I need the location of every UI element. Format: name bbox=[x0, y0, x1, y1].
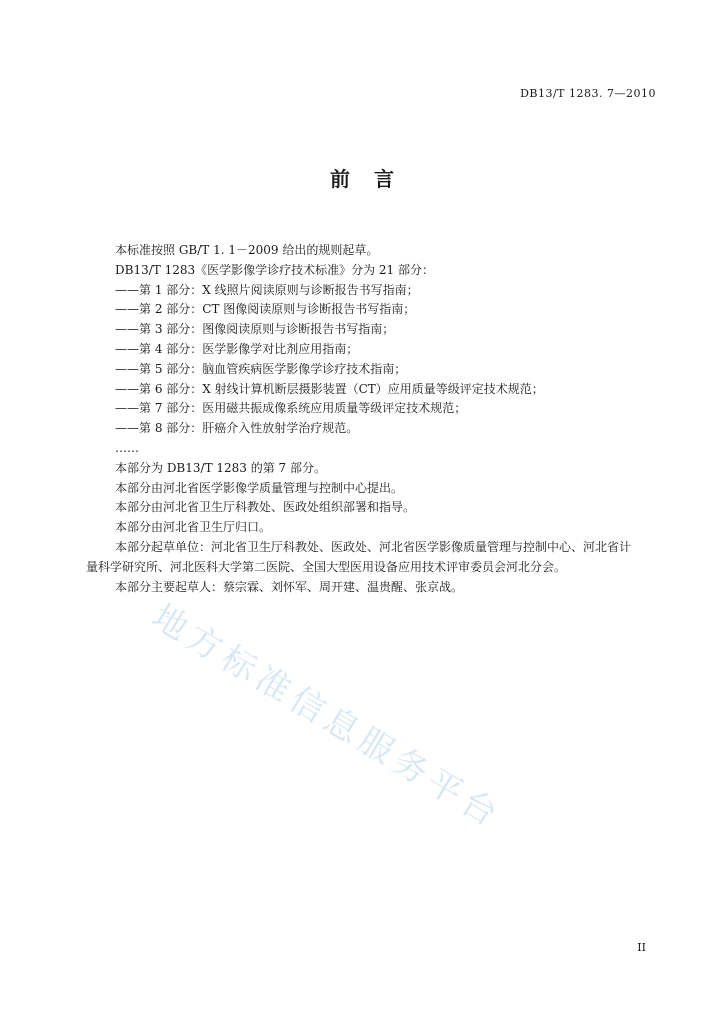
list-item: ——第 1 部分：X 线照片阅读原则与诊断报告书写指南； bbox=[115, 282, 419, 297]
list-item: ——第 2 部分：CT 图像阅读原则与诊断报告书写指南； bbox=[115, 302, 416, 317]
list-item: ——第 5 部分：脑血管疾病医学影像学诊疗技术指南； bbox=[115, 361, 407, 376]
list-item: ——第 7 部分：医用磁共振成像系统应用质量等级评定技术规范； bbox=[115, 401, 467, 416]
paragraph: 本部分由河北省卫生厅归口。 bbox=[115, 520, 272, 535]
paragraph: 本部分由河北省卫生厅科教处、医政处组织部署和指导。 bbox=[115, 500, 416, 515]
ellipsis: …… bbox=[115, 440, 139, 455]
paragraph: 本部分由河北省医学影像学质量管理与控制中心提出。 bbox=[115, 480, 404, 495]
body-text bbox=[86, 241, 660, 597]
page-title bbox=[0, 163, 724, 192]
title-char-2: 言 bbox=[374, 167, 394, 191]
list-item: ——第 6 部分：X 射线计算机断层摄影装置（CT）应用质量等级评定技术规范； bbox=[115, 381, 544, 396]
list-item: ——第 8 部分：肝癌介入性放射学治疗规范。 bbox=[115, 421, 359, 436]
drafting-units-line-2: 量科学研究所、河北医科大学第二医院、全国大型医用设备应用技术评审委员会河北分会。 bbox=[86, 559, 567, 574]
watermark: 地方标准信息服务平台 bbox=[145, 596, 509, 838]
paragraph: 本标准按照 GB/T 1. 1－2009 给出的规则起草。 bbox=[115, 243, 379, 257]
page-number: II bbox=[637, 941, 646, 954]
paragraph: 本部分为 DB13/T 1283 的第 7 部分。 bbox=[115, 460, 327, 475]
title-char-1: 前 bbox=[330, 167, 350, 191]
drafting-units-line-1: 本部分起草单位：河北省卫生厅科教处、医政处、河北省医学影像质量管理与控制中心、河北省计 bbox=[115, 539, 632, 554]
list-item: ——第 3 部分：图像阅读原则与诊断报告书写指南； bbox=[115, 322, 395, 337]
paragraph: DB13/T 1283《医学影像学诊疗技术标准》分为 21 部分： bbox=[115, 262, 435, 277]
list-item: ——第 4 部分：医学影像学对比剂应用指南； bbox=[115, 341, 359, 356]
doc-code: DB13/T 1283. 7—2010 bbox=[520, 87, 656, 100]
drafters: 本部分主要起草人：蔡宗霖、刘怀军、周开建、温贵醒、张京战。 bbox=[115, 579, 464, 594]
